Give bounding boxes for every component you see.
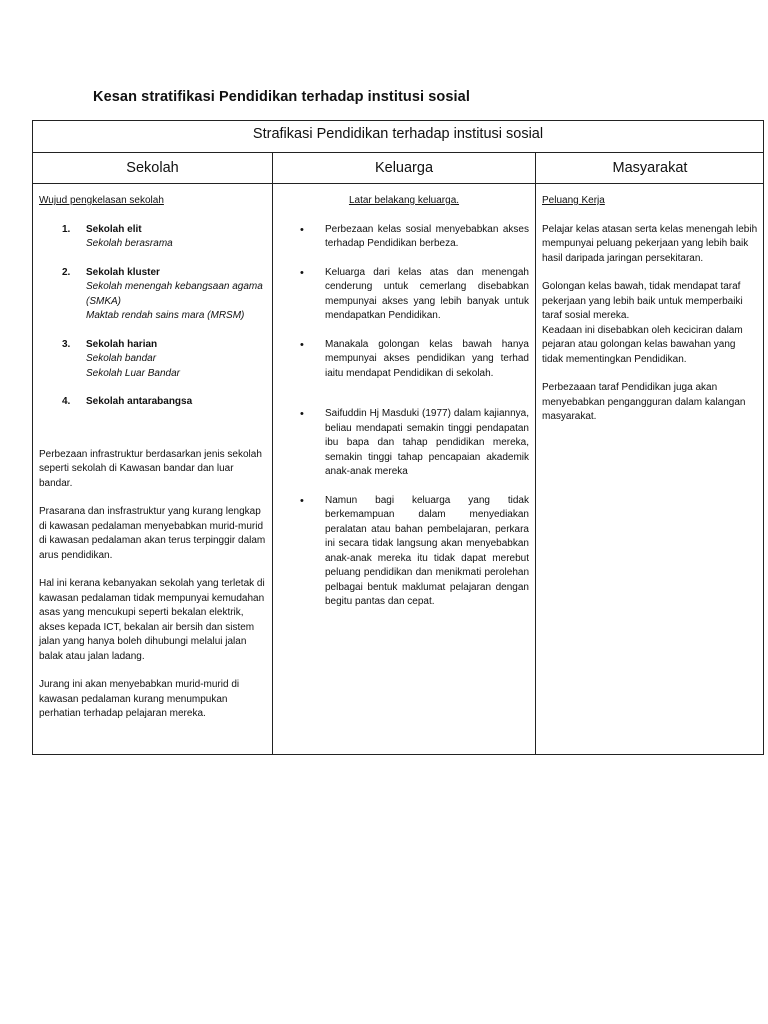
paragraph: Prasarana dan insfrastruktur yang kurang lengkap di kawasan pedalaman menyebabkan murid-murid di kawasan pedalaman akan terus terpinggir dalam arus pendidikan. xyxy=(39,506,266,561)
paragraph: Perbezaaan taraf Pendidikan juga akan menyebabkan pengangguran dalam kalangan masyarakat. xyxy=(542,382,746,422)
list-item xyxy=(279,407,529,480)
keluarga-heading: Latar belakang keluarga. xyxy=(348,195,460,206)
school-subtype: Sekolah Luar Bandar xyxy=(86,367,180,379)
bullet-icon: • xyxy=(300,266,304,279)
paragraph: Hal ini kerana kebanyakan sekolah yang terletak di kawasan pedalaman tidak mempunyai kemudahan asas yang mencukupi seperti bekalan elektrik, akses kepada ICT, bekalan air bersih dan sistem jalan yang hanya boleh dihubungi melalui jalan balak atau jalan ladang. xyxy=(39,578,265,662)
list-item xyxy=(279,266,529,324)
masyarakat-heading: Peluang Kerja xyxy=(542,195,605,206)
bullet-icon: • xyxy=(300,223,304,236)
sekolah-paragraphs xyxy=(39,448,266,722)
keluarga-cell xyxy=(273,184,535,754)
list-item-text: Namun bagi keluarga yang tidak berkemampuan dalam menyediakan peralatan atau bahan pembelajaran, perkara ini secara tidak langsung akan menyebabkan anak-anak mereka itu tidak dapat merebut peluang pendidikan dan menikmati perolehan pelbagai bentuk maklumat pelajaran dengan begitu pantas dan cepat. xyxy=(325,494,529,607)
list-item xyxy=(279,223,529,252)
list-item xyxy=(39,395,266,410)
column-header-masyarakat: Masyarakat xyxy=(612,160,688,176)
sekolah-heading: Wujud pengkelasan sekolah xyxy=(39,195,164,206)
column-header-sekolah: Sekolah xyxy=(126,160,179,176)
list-item-text: Saifuddin Hj Masduki (1977) dalam kajiannya, beliau mendapati semakin tinggi pendapatan ibu bapa dan tahap pendidikan mereka, semakin tinggi tahap pencapaian akademik anak-anak mereka xyxy=(325,408,529,477)
paragraph: Jurang ini akan menyebabkan murid-murid di kawasan pedalaman kurang menumpukan perhatian terhadap pelajaran mereka. xyxy=(39,679,240,719)
school-name: Sekolah kluster xyxy=(86,266,160,278)
school-name: Sekolah antarabangsa xyxy=(86,396,193,407)
school-subtype: Maktab rendah sains mara (MRSM) xyxy=(86,310,245,321)
list-item xyxy=(39,338,266,382)
school-subtype: Sekolah berasrama xyxy=(86,238,173,249)
sekolah-cell xyxy=(33,184,272,754)
school-number: 2. xyxy=(62,266,71,278)
list-item xyxy=(279,494,529,610)
column-header-keluarga: Keluarga xyxy=(374,160,434,176)
school-subtype: Sekolah menengah kebangsaan agama (SMKA) xyxy=(86,281,263,307)
paragraph: Golongan kelas bawah, tidak mendapat taraf pekerjaan yang lebih baik untuk memperbaiki taraf sosial mereka. xyxy=(542,281,743,321)
list-item-text: Manakala golongan kelas bawah hanya mempunyai akses pendidikan yang terhad iaitu mendapat Pendidikan di sekolah. xyxy=(325,338,529,379)
bullet-icon: • xyxy=(300,338,304,351)
list-item xyxy=(39,223,266,252)
list-item-text: Perbezaan kelas sosial menyebabkan akses terhadap Pendidikan berbeza. xyxy=(325,223,529,249)
school-name: Sekolah elit xyxy=(86,223,142,235)
page-title: Kesan stratifikasi Pendidikan terhadap institusi sosial xyxy=(93,89,470,105)
school-list xyxy=(39,223,266,410)
school-subtype: Sekolah bandar xyxy=(86,353,157,364)
bullet-icon: • xyxy=(300,494,304,507)
school-name: Sekolah harian xyxy=(86,338,158,350)
list-item xyxy=(279,338,529,382)
paragraph: Keadaan ini disebabkan oleh keciciran dalam pejaran atau golongan kelas bawahan yang tidak mementingkan Pendidikan. xyxy=(542,324,743,365)
list-item-text: Keluarga dari kelas atas dan menengah cenderung untuk cemerlang disebabkan mempunyai akses yang lebih banyak untuk mendapatkan Pendidikan. xyxy=(325,266,529,321)
paragraph: Perbezaan infrastruktur berdasarkan jenis sekolah seperti sekolah di Kawasan bandar dan luar bandar. xyxy=(39,448,262,489)
school-number: 3. xyxy=(62,338,71,350)
bullet-icon: • xyxy=(300,408,304,420)
school-number: 4. xyxy=(62,396,71,407)
keluarga-list xyxy=(279,223,529,610)
school-number: 1. xyxy=(62,223,71,235)
masyarakat-cell xyxy=(536,184,764,754)
paragraph: Pelajar kelas atasan serta kelas menengah lebih mempunyai peluang pekerjaan yang lebih baik hasil daripada jaringan persekitaran. xyxy=(542,223,758,264)
list-item xyxy=(39,266,266,324)
table-caption: Strafikasi Pendidikan terhadap institusi sosial xyxy=(33,121,763,153)
stratification-table xyxy=(32,120,764,755)
